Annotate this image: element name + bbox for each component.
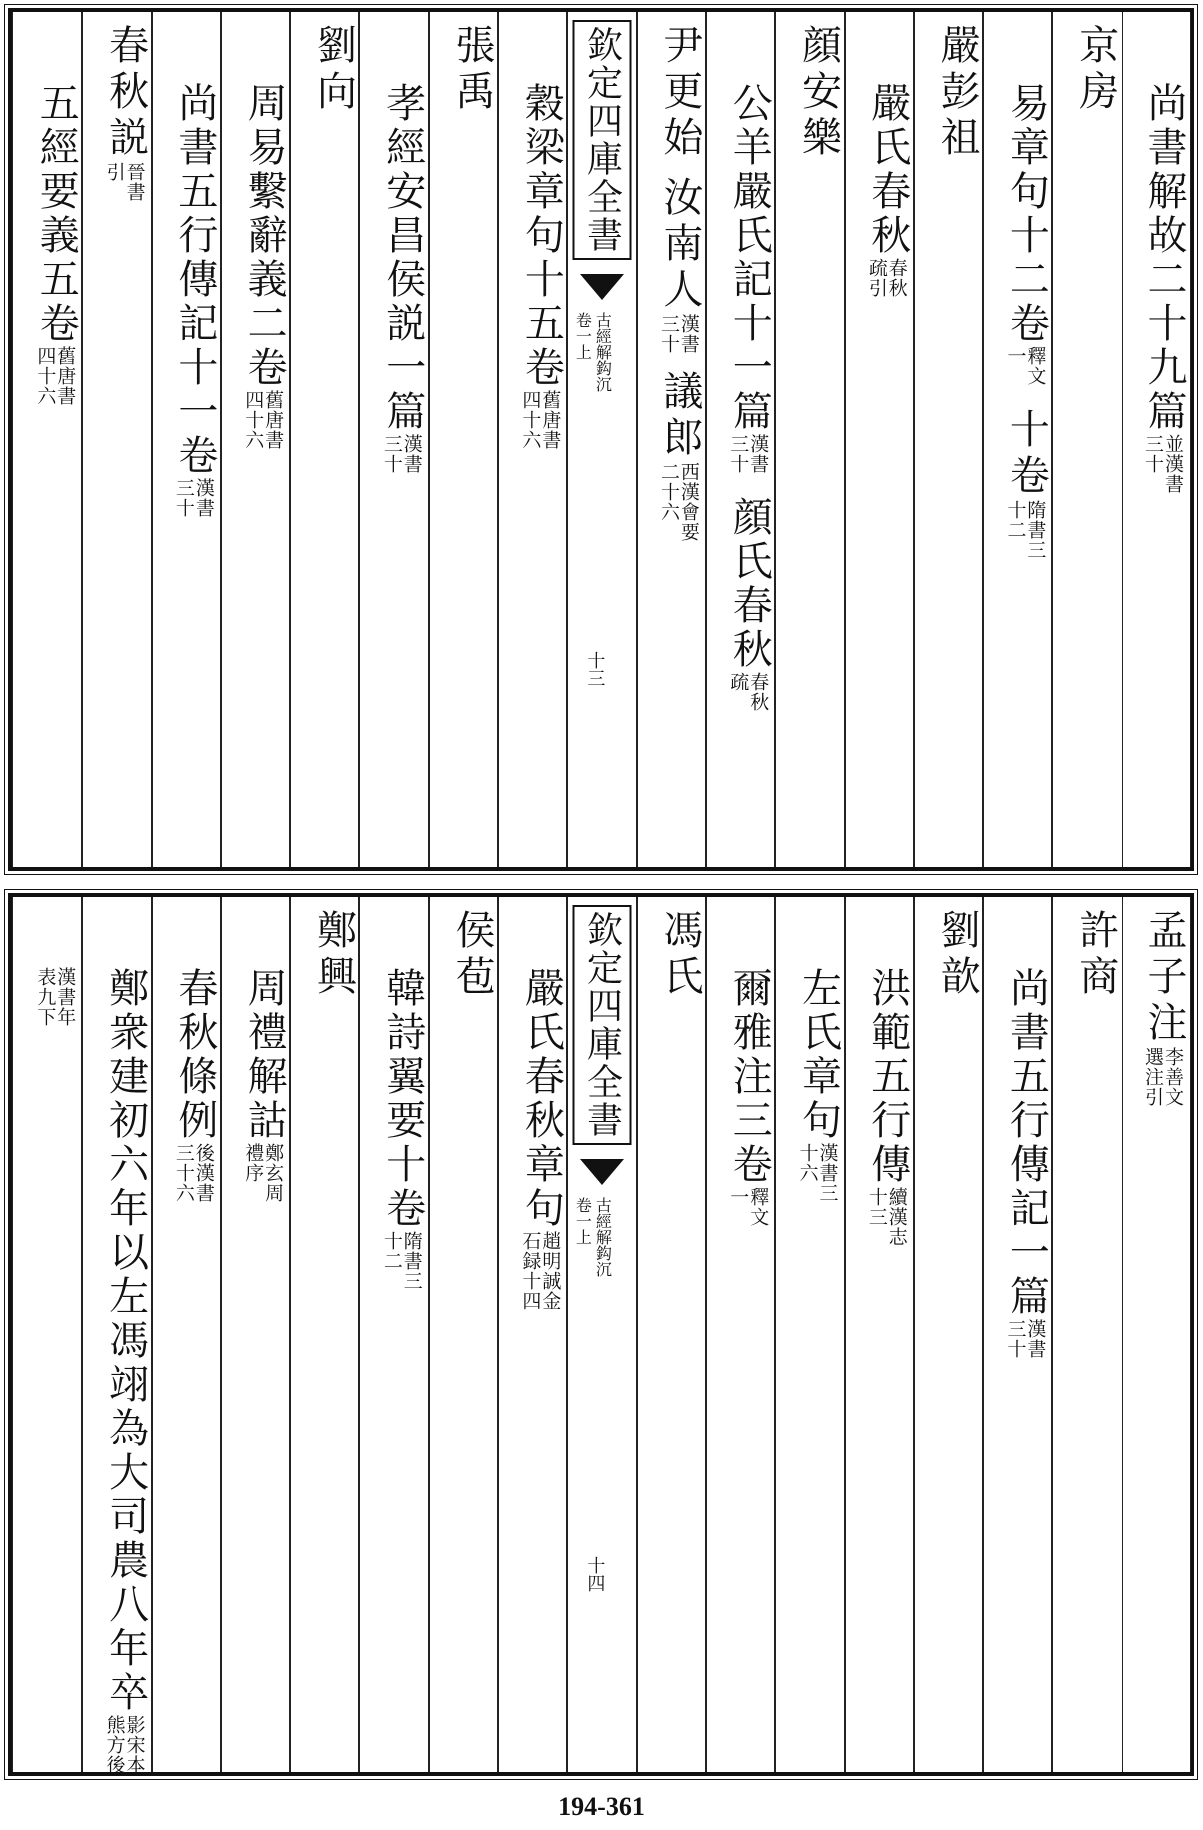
source-note xyxy=(104,162,144,202)
source-note xyxy=(1005,346,1045,386)
band-book-title: 古經解鈎沉 xyxy=(593,1197,613,1277)
source-note-line: 釋文 xyxy=(1024,346,1047,386)
column-entry xyxy=(795,967,842,1203)
text-column xyxy=(982,12,1053,867)
column-entry xyxy=(1140,909,1187,1107)
source-note xyxy=(173,1143,213,1203)
work-title: 爾雅注三卷 xyxy=(726,967,773,1187)
source-note-line: 四十六 xyxy=(34,346,57,406)
column-entry xyxy=(102,24,149,202)
source-note xyxy=(866,258,906,298)
source-note-line: 續漢志 xyxy=(885,1187,908,1247)
fishtail-mark xyxy=(580,1159,624,1185)
text-column xyxy=(1051,12,1122,867)
source-note xyxy=(727,672,770,712)
author-name: 侯苞 xyxy=(449,909,496,1001)
column-entry xyxy=(310,24,357,116)
column-entry xyxy=(1072,24,1119,116)
text-column xyxy=(497,897,568,1772)
band-juan: 卷一上 xyxy=(573,1197,593,1245)
source-note-line: 漢書 xyxy=(677,314,700,354)
column-entry xyxy=(726,967,773,1227)
column-entry xyxy=(1003,82,1050,386)
source-note-line: 三十 xyxy=(380,434,403,474)
text-column xyxy=(913,12,984,867)
source-note-line: 選注引 xyxy=(1142,1047,1165,1107)
source-note-line: 一 xyxy=(1004,346,1027,366)
author-name: 十卷 xyxy=(1003,408,1050,500)
column-entry xyxy=(934,24,981,162)
source-note-line: 漢書 xyxy=(400,434,423,474)
bottom-frame xyxy=(8,893,1194,1776)
source-note-line: 表九下 xyxy=(34,967,57,1027)
column-entry xyxy=(310,909,357,1001)
text-column xyxy=(12,12,83,867)
work-title: 尚書解故二十九篇 xyxy=(1140,82,1187,434)
author-name: 春秋説 xyxy=(102,24,149,162)
band-page-number: 十三 xyxy=(584,651,606,687)
source-note xyxy=(797,1143,837,1203)
source-note-line: 春秋 xyxy=(885,258,908,298)
source-note-line: 石録十四 xyxy=(519,1231,542,1311)
source-note xyxy=(104,1715,144,1775)
source-note-line: 十六 xyxy=(796,1143,819,1183)
source-note-line: 十三 xyxy=(865,1187,888,1227)
author-name: 張禹 xyxy=(449,24,496,116)
source-note-line: 後漢書 xyxy=(192,1143,215,1203)
author-name: 鄭興 xyxy=(310,909,357,1001)
source-note xyxy=(242,1143,285,1203)
source-note-line: 漢書 xyxy=(1024,1319,1047,1359)
text-column xyxy=(220,897,291,1772)
source-note-line: 釋文 xyxy=(747,1187,770,1227)
text-column xyxy=(774,12,845,867)
column-entry xyxy=(171,967,218,1203)
text-column xyxy=(428,12,499,867)
source-note-line: 三十 xyxy=(727,434,750,474)
source-note-line: 四十六 xyxy=(519,390,542,450)
text-column xyxy=(12,897,83,1772)
column-entry xyxy=(656,909,703,1001)
column-entry xyxy=(449,909,496,1001)
column-entry xyxy=(241,967,288,1203)
source-note-line: 三十六 xyxy=(172,1143,195,1203)
text-column xyxy=(1051,897,1122,1772)
source-note xyxy=(727,1187,770,1227)
source-note-line: 晉書 xyxy=(123,162,146,202)
column-entry xyxy=(726,496,773,712)
band-page-number: 十四 xyxy=(584,1556,606,1592)
top-columns xyxy=(12,12,1190,867)
source-note xyxy=(1142,1047,1182,1107)
source-note-line: 三十 xyxy=(1142,434,1165,474)
column-entry xyxy=(864,82,911,298)
work-title: 穀梁章句十五卷 xyxy=(518,82,565,390)
source-note-line: 三十 xyxy=(172,478,195,518)
column-entry xyxy=(33,82,80,406)
source-note-line: 引 xyxy=(103,162,126,182)
source-note-line: 春秋 xyxy=(747,672,770,712)
text-column xyxy=(497,12,568,867)
source-note xyxy=(173,478,213,518)
column-entry xyxy=(1140,82,1187,494)
text-column xyxy=(774,897,845,1772)
page-footer-number: 194-361 xyxy=(558,1792,645,1821)
text-column xyxy=(220,12,291,867)
author-name: 劉歆 xyxy=(934,909,981,1001)
text-column xyxy=(913,897,984,1772)
source-note-line: 疏引 xyxy=(865,258,888,298)
author-name: 嚴彭祖 xyxy=(934,24,981,162)
column-entry xyxy=(379,82,426,474)
author-name: 孟子注 xyxy=(1140,909,1187,1047)
column-entry xyxy=(1003,967,1050,1359)
source-note xyxy=(381,434,421,474)
text-column xyxy=(1121,12,1191,867)
work-title: 鄭衆建初六年以左馮翊為大司農八年卒 xyxy=(102,967,149,1715)
source-note-line: 西漢會要 xyxy=(677,462,700,542)
column-entry xyxy=(656,24,703,162)
author-name: 顔安樂 xyxy=(795,24,842,162)
source-note-line: 影宋本 xyxy=(123,1715,146,1775)
source-note-line: 隋書三 xyxy=(1024,500,1047,560)
work-title: 嚴氏春秋章句 xyxy=(518,967,565,1231)
source-note-line: 鄭玄周 xyxy=(262,1143,285,1203)
source-note-line: 禮序 xyxy=(242,1143,265,1183)
text-column xyxy=(844,897,915,1772)
text-column xyxy=(705,12,776,867)
fishtail-mark xyxy=(580,274,624,300)
source-note-line: 十二 xyxy=(1004,500,1027,540)
source-note xyxy=(34,967,77,1027)
source-note xyxy=(242,390,285,450)
column-entry xyxy=(518,82,565,450)
text-column xyxy=(289,12,360,867)
text-column xyxy=(151,897,222,1772)
source-note-line: 隋書三 xyxy=(400,1231,423,1291)
band-juan: 卷一上 xyxy=(573,312,593,360)
source-note xyxy=(1005,500,1045,560)
column-entry xyxy=(1003,408,1050,560)
work-title: 春秋條例 xyxy=(171,967,218,1143)
column-entry xyxy=(864,967,911,1247)
source-note xyxy=(381,1231,421,1291)
column-entry xyxy=(241,82,288,450)
author-name: 馮氏 xyxy=(656,909,703,1001)
work-title: 嚴氏春秋 xyxy=(864,82,911,258)
work-title: 尚書五行傳記一篇 xyxy=(1003,967,1050,1319)
source-note xyxy=(727,434,770,474)
text-column xyxy=(358,897,429,1772)
work-title: 五經要義五卷 xyxy=(33,82,80,346)
text-column xyxy=(151,12,222,867)
column-entry xyxy=(518,967,565,1311)
work-title: 韓詩翼要十卷 xyxy=(379,967,426,1231)
work-title: 尚書五行傳記十一卷 xyxy=(171,82,218,478)
author-name: 尹更始 xyxy=(656,24,703,162)
text-column xyxy=(636,12,707,867)
author-name: 汝南人 xyxy=(656,176,703,314)
text-column xyxy=(636,897,707,1772)
bottom-columns xyxy=(12,897,1190,1775)
source-note xyxy=(519,1231,562,1311)
source-note-line: 漢書年 xyxy=(54,967,77,1027)
author-name: 京房 xyxy=(1072,24,1119,116)
source-note xyxy=(1142,434,1182,494)
column-entry xyxy=(934,909,981,1001)
bottom-page xyxy=(0,885,1203,1785)
text-column xyxy=(844,12,915,867)
column-entry xyxy=(795,24,842,162)
work-title: 左氏章句 xyxy=(795,967,842,1143)
source-note xyxy=(519,390,562,450)
column-entry xyxy=(379,967,426,1291)
source-note-line: 漢書 xyxy=(192,478,215,518)
source-note-line: 並漢書 xyxy=(1161,434,1184,494)
top-page xyxy=(0,0,1203,880)
source-note-line: 漢書 xyxy=(747,434,770,474)
text-column xyxy=(428,897,499,1772)
source-note-line: 舊唐書 xyxy=(539,390,562,450)
text-column xyxy=(81,12,152,867)
work-title: 周禮解詁 xyxy=(241,967,288,1143)
source-note-line: 四十六 xyxy=(242,390,265,450)
source-note xyxy=(658,314,698,354)
source-note xyxy=(34,346,77,406)
author-name: 許商 xyxy=(1072,909,1119,1001)
source-note xyxy=(1005,1319,1045,1359)
text-column xyxy=(358,12,429,867)
author-name: 議郎 xyxy=(656,370,703,462)
source-note-line: 舊唐書 xyxy=(54,346,77,406)
column-entry xyxy=(656,176,703,354)
column-entry xyxy=(726,82,773,474)
author-name: 劉向 xyxy=(310,24,357,116)
source-note xyxy=(658,462,698,542)
text-column xyxy=(566,12,637,867)
text-column xyxy=(982,897,1053,1772)
work-title: 周易繫辭義二卷 xyxy=(241,82,288,390)
source-note-line: 疏 xyxy=(727,672,750,692)
work-title: 公羊嚴氏記十一篇 xyxy=(726,82,773,434)
text-column xyxy=(289,897,360,1772)
band-title: 欽定四庫全書 xyxy=(572,20,631,260)
text-column xyxy=(705,897,776,1772)
work-title: 洪範五行傳 xyxy=(864,967,911,1187)
column-entry xyxy=(171,82,218,518)
source-note xyxy=(866,1187,906,1247)
text-column xyxy=(1121,897,1191,1772)
source-note-line: 李善文 xyxy=(1161,1047,1184,1107)
band-title: 欽定四庫全書 xyxy=(572,905,631,1145)
column-entry xyxy=(34,967,76,1027)
work-title: 顔氏春秋 xyxy=(726,496,773,672)
source-note-line: 漢書三 xyxy=(816,1143,839,1203)
text-column xyxy=(566,897,637,1772)
source-note-line: 三十 xyxy=(657,314,680,354)
source-note-line: 熊方後 xyxy=(103,1715,126,1775)
column-entry xyxy=(449,24,496,116)
source-note-line: 一 xyxy=(727,1187,750,1207)
source-note-line: 趙明誠金 xyxy=(539,1231,562,1311)
source-note-line: 十二 xyxy=(380,1231,403,1271)
work-title: 孝經安昌侯説一篇 xyxy=(379,82,426,434)
text-column xyxy=(81,897,152,1775)
band-book-title: 古經解鈎沉 xyxy=(593,312,613,392)
column-entry xyxy=(656,370,703,542)
source-note-line: 三十 xyxy=(1004,1319,1027,1359)
source-note-line: 二十六 xyxy=(657,462,680,522)
column-entry xyxy=(102,967,149,1775)
source-note-line: 舊唐書 xyxy=(262,390,285,450)
column-entry xyxy=(1072,909,1119,1001)
work-title: 易章句十二卷 xyxy=(1003,82,1050,346)
top-frame xyxy=(8,8,1194,871)
